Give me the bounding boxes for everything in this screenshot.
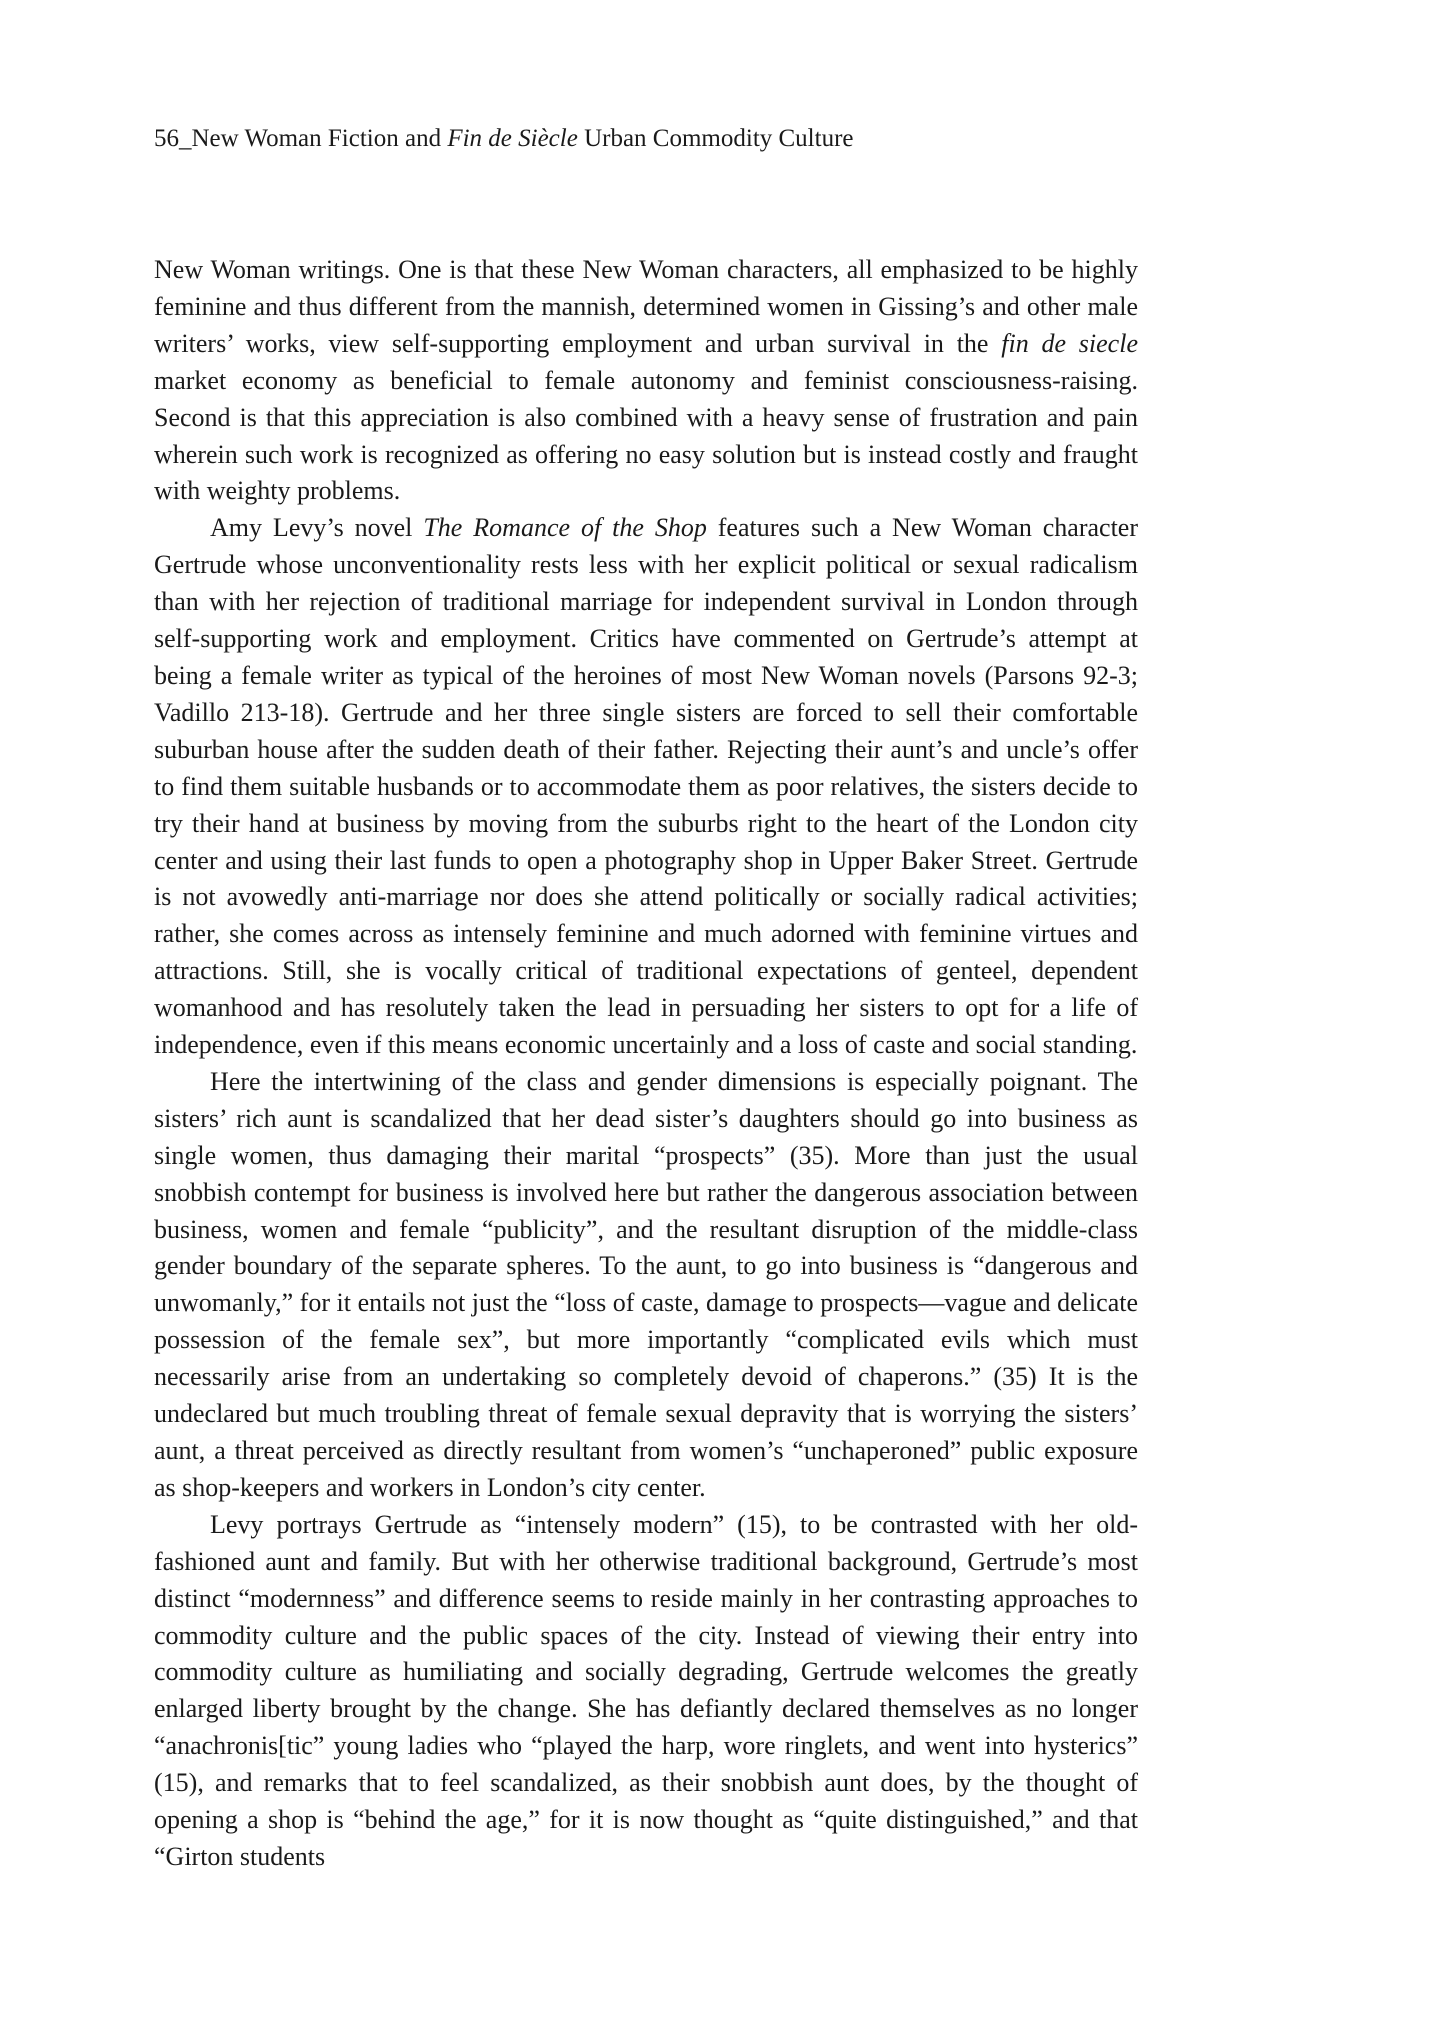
header-title <box>192 125 854 152</box>
page-body <box>154 252 1138 1876</box>
paragraph-1-italic: fin de siecle <box>1001 328 1138 358</box>
paragraph-1-text-2: market economy as beneficial to female autonomy and feminist consciousness-raising. Second is that this appreciation is also combined with a heavy sense of frustration and pain wherein such work is recognized as offering no easy solution but is instead costly and fraught with weighty problems. <box>154 365 1138 506</box>
paragraph-4: Levy portrays Gertrude as “intensely modern” (15), to be contrasted with her old-fashioned aunt and family. But with her otherwise traditional background, Gertrude’s most distinct “modernness” and difference seems to reside mainly in her contrasting approaches to commodity culture and the public spaces of the city. Instead of viewing their entry into commodity culture as humiliating and socially degrading, Gertrude welcomes the greatly enlarged liberty brought by the change. She has defiantly declared themselves as no longer “anachronis[tic” young ladies who “played the harp, wore ringlets, and went into hysterics” (15), and remarks that to feel scandalized, as their snobbish aunt does, by the thought of opening a shop is “behind the age,” for it is now thought as “quite distinguished,” and that “Girton students <box>154 1509 1138 1871</box>
header-title-part2: Urban Commodity Culture <box>577 125 854 152</box>
paragraph-1 <box>154 252 1138 510</box>
paragraph-3: Here the intertwining of the class and gender dimensions is especially poignant. The sisters’ rich aunt is scandalized that her dead sister’s daughters should go into business as single women, thus damaging their marital “prospects” (35). More than just the usual snobbish contempt for business is involved here but rather the dangerous association between business, women and female “publicity”, and the resultant disruption of the middle-class gender boundary of the separate spheres. To the aunt, to go into business is “dangerous and unwomanly,” for it entails not just the “loss of caste, damage to prospects—vague and delicate possession of the female sex”, but more importantly “complicated evils which must necessarily arise from an undertaking so completely devoid of chaperons.” (35) It is the undeclared but much troubling threat of female sexual depravity that is worrying the sisters’ aunt, a threat perceived as directly resultant from women’s “unchaperoned” public exposure as shop-keepers and workers in London’s city center. <box>154 1066 1138 1502</box>
paragraph-2-text-2: features such a New Woman character Gertrude whose unconventionality rests less with her explicit political or sexual radicalism than with her rejection of traditional marriage for independent survival in London through self-supporting work and employment. Critics have commented on Gertrude’s attempt at being a female writer as typical of the heroines of most New Woman novels (Parsons 92-3; Vadillo 213-18). Gertrude and her three single sisters are forced to sell their comfortable suburban house after the sudden death of their father. Rejecting their aunt’s and uncle’s offer to find them suitable husbands or to accommodate them as poor relatives, the sisters decide to try their hand at business by moving from the suburbs right to the heart of the London city center and using their last funds to open a photography shop in Upper Baker Street. Gertrude is not avowedly anti-marriage nor does she attend politically or socially radical activities; rather, she comes across as intensely feminine and much adorned with feminine virtues and attractions. Still, she is vocally critical of traditional expectations of genteel, dependent womanhood and has resolutely taken the lead in persuading her sisters to opt for a life of independence, even if this means economic uncertainly and a loss of caste and social standing. <box>154 513 1139 1060</box>
paragraph-2-book-title: The Romance of the Shop <box>423 513 707 543</box>
paragraph-2 <box>154 510 1138 1064</box>
header-title-italic: Fin de Siècle <box>447 125 578 152</box>
running-header <box>154 124 854 154</box>
paragraph-1-text-1: New Woman writings. One is that these New Woman characters, all emphasized to be highly feminine and thus different from the mannish, determined women in Gissing’s and other male writers’ works, view self-supporting employment and urban survival in the <box>154 255 1138 358</box>
page-number: 56 <box>154 125 179 152</box>
paragraph-2-text-1: Amy Levy’s novel <box>210 513 424 543</box>
header-separator: _ <box>179 125 192 152</box>
header-title-part1: New Woman Fiction and <box>191 125 448 152</box>
